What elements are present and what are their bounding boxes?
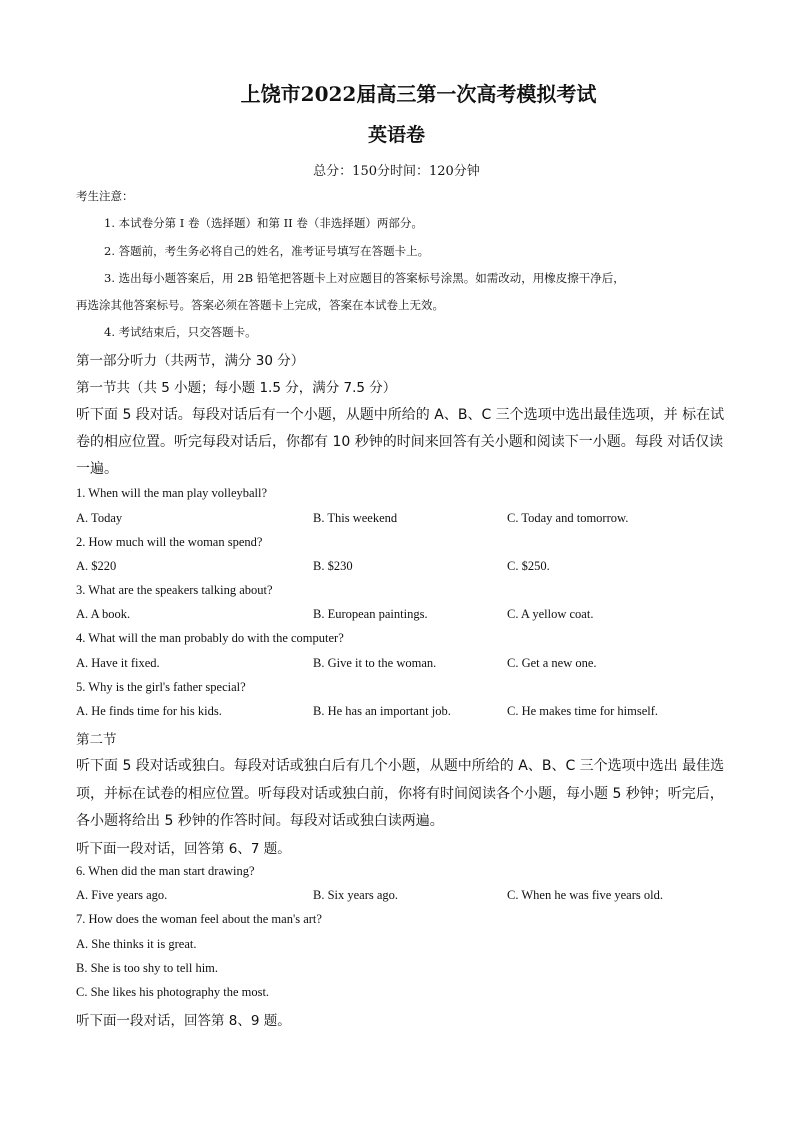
option-b: B. He has an important job.: [313, 704, 451, 718]
page-subtitle: 英语卷: [367, 124, 425, 146]
option-b: B. Give it to the woman.: [313, 656, 437, 670]
question-stem: 2. How much will the woman spend?: [76, 535, 263, 549]
option-a: A. Five years ago.: [76, 888, 168, 902]
section1-heading: 第一节共（共 5 小题；每小题 1.5 分，满分 7.5 分）: [76, 380, 397, 396]
listen-instruction-8-9: 听下面一段对话，回答第 8、9 题。: [76, 1013, 291, 1029]
question-stem: 6. When did the man start drawing?: [76, 864, 255, 878]
section2-instructions-line: 各小题将给出 5 秒钟的作答时间。每段对话或独白读两遍。: [76, 813, 444, 829]
option-b: B. European paintings.: [313, 607, 428, 621]
notice-item: 3. 选出每小题答案后，用 2B 铅笔把答题卡上对应题目的答案标号涂黑。如需改动，用橡皮擦干净后，: [104, 271, 625, 285]
option-a: A. $220: [76, 559, 117, 573]
question-stem: 4. What will the man probably do with the computer?: [76, 631, 344, 645]
page-title: 上饶市2022届高三第一次高考模拟考试: [240, 82, 597, 106]
section1-instructions-line: 听下面 5 段对话。每段对话后有一个小题，从题中所给的 A、B、C 三个选项中选出最佳选项，并 标在试: [76, 407, 725, 423]
section2-instructions-line: 项，并标在试卷的相应位置。听每段对话或独白前，你将有时间阅读各个小题，每小题 5 秒钟；听完后，: [76, 786, 724, 802]
notice-item: 4. 考试结束后，只交答题卡。: [104, 325, 257, 339]
option-c: C. $250.: [507, 559, 550, 573]
option-a: A. Have it fixed.: [76, 656, 160, 670]
question-stem: 3. What are the speakers talking about?: [76, 583, 273, 597]
option-c: C. Get a new one.: [507, 656, 597, 670]
notice-item: 1. 本试卷分第 I 卷（选择题）和第 II 卷（非选择题）两部分。: [104, 216, 423, 230]
option-a: A. He finds time for his kids.: [76, 704, 222, 718]
section2-heading: 第二节: [76, 732, 117, 748]
option-b: B. $230: [313, 559, 353, 573]
question-stem: 5. Why is the girl's father special?: [76, 680, 246, 694]
option-c: C. A yellow coat.: [507, 607, 594, 621]
question-stem: 1. When will the man play volleyball?: [76, 486, 268, 500]
option-c: C. Today and tomorrow.: [507, 511, 629, 525]
notice-item: 再选涂其他答案标号。答案必须在答题卡上完成，答案在本试卷上无效。: [76, 298, 444, 312]
option-a: A. She thinks it is great.: [76, 937, 197, 951]
option-c: C. He makes time for himself.: [507, 704, 659, 718]
option-c: C. She likes his photography the most.: [76, 985, 270, 999]
option-c: C. When he was five years old.: [507, 888, 663, 902]
listen-instruction-6-7: 听下面一段对话，回答第 6、7 题。: [76, 841, 291, 857]
section1-instructions-line: 一遍。: [76, 461, 118, 477]
question-stem: 7. How does the woman feel about the man's art?: [76, 912, 322, 926]
option-b: B. Six years ago.: [313, 888, 399, 902]
section2-instructions-line: 听下面 5 段对话或独白。每段对话或独白后有几个小题，从题中所给的 A、B、C 三个选项中选出 最佳选: [76, 758, 725, 774]
section1-instructions-line: 卷的相应位置。听完每段对话后，你都有 10 秒钟的时间来回答有关小题和阅读下一小题。每段 对话仅读: [76, 434, 724, 450]
score-time-line: 总分：150分时间：120分钟: [313, 164, 480, 179]
option-a: A. A book.: [76, 607, 131, 621]
option-b: B. She is too shy to tell him.: [76, 961, 219, 975]
notice-heading: 考生注意：: [76, 189, 134, 203]
notice-item: 2. 答题前，考生务必将自己的姓名，准考证号填写在答题卡上。: [104, 244, 430, 258]
option-b: B. This weekend: [313, 511, 398, 525]
option-a: A. Today: [76, 511, 123, 525]
part1-heading: 第一部分听力（共两节，满分 30 分）: [76, 353, 305, 369]
